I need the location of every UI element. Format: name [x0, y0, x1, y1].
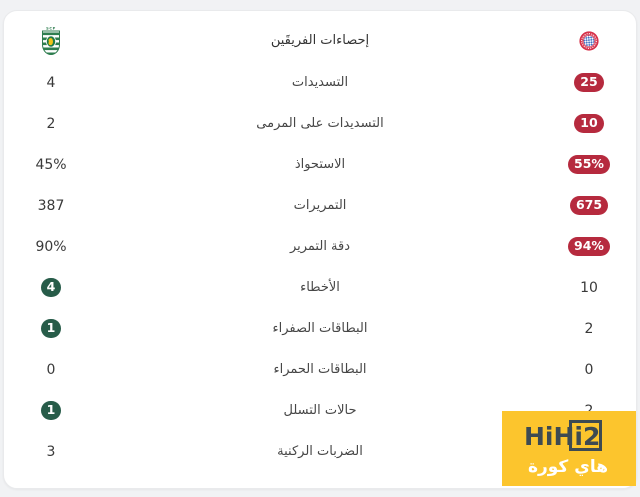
away-value: 10 [580, 279, 598, 296]
stat-row [4, 62, 636, 103]
home-logo-col [4, 25, 98, 56]
away-value: 675 [570, 196, 608, 215]
sporting-cp-crest-icon [40, 25, 62, 56]
stat-row [4, 144, 636, 185]
stat-label: حالات التسلل [283, 403, 357, 418]
home-value: 387 [37, 197, 65, 214]
stat-label: الاستحواذ [294, 157, 346, 172]
stat-label: التمريرات [293, 198, 347, 213]
stat-row [4, 103, 636, 144]
home-value: 2 [46, 115, 56, 132]
stat-row [4, 267, 636, 308]
stat-row [4, 349, 636, 390]
watermark [502, 411, 636, 486]
home-value: 90% [35, 238, 67, 255]
stat-row [4, 308, 636, 349]
stat-label: التسديدات [291, 75, 349, 90]
away-value: 0 [584, 361, 594, 378]
stat-label: التسديدات على المرمى [256, 116, 384, 131]
stat-label: البطاقات الصفراء [272, 321, 368, 336]
away-value: 25 [574, 73, 603, 92]
home-value: 1 [41, 401, 62, 420]
stat-label: دقة التمرير [289, 239, 351, 254]
home-value: 1 [41, 319, 62, 338]
stats-header [4, 11, 636, 62]
stats-title: إحصاءات الفريقَين [270, 33, 370, 48]
svg-text:SCP: SCP [46, 26, 56, 31]
home-value: 4 [46, 74, 56, 91]
stat-label: الضربات الركنية [277, 444, 363, 459]
away-logo-col [542, 31, 636, 51]
bayern-munich-crest-icon [579, 31, 599, 51]
away-value: 2 [584, 320, 594, 337]
home-value: 0 [46, 361, 56, 378]
stat-label: الأخطاء [300, 280, 340, 295]
stat-row [4, 226, 636, 267]
away-value: 10 [574, 114, 603, 133]
home-value: 45% [35, 156, 67, 173]
away-value: 55% [568, 155, 610, 174]
watermark-latin-boxed-digit: 2 [582, 422, 601, 451]
home-value: 4 [41, 278, 62, 297]
stat-row [4, 185, 636, 226]
away-value: 94% [568, 237, 610, 256]
watermark-latin-text [524, 424, 600, 449]
stat-label: البطاقات الحمراء [273, 362, 367, 377]
home-value: 3 [46, 443, 56, 460]
watermark-latin-prefix: HiHi [524, 422, 583, 451]
watermark-arabic-text: هاي كورة [527, 457, 608, 477]
